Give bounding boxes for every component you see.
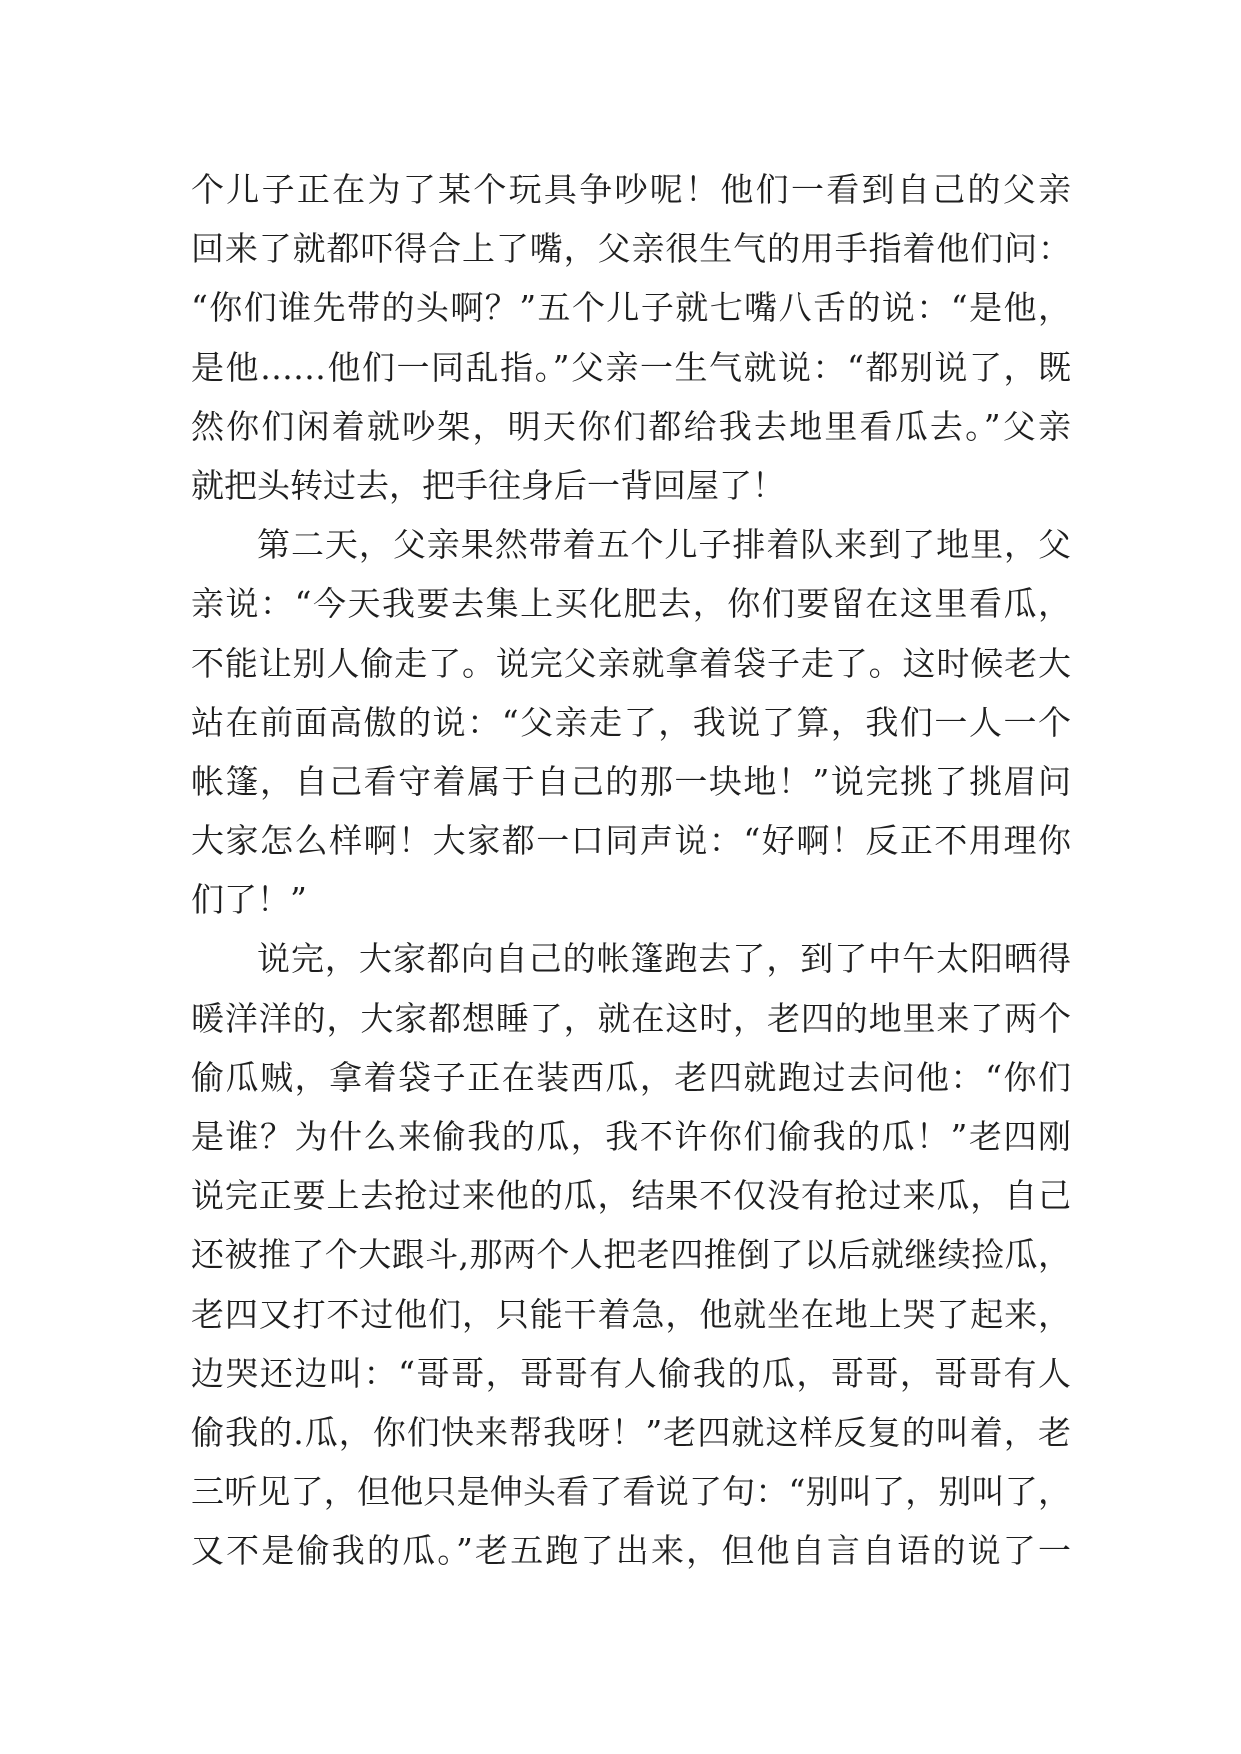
text-line: 就把头转过去，把手往身后一背回屋了！ [191,465,785,505]
text-line: 三听见了，但他只是伸头看了看说了句：“别叫了，别叫了， [191,1472,1071,1512]
text-line: 是他……他们一同乱指。”父亲一生气就说：“都别说了，既 [191,347,1071,387]
text-line: 又不是偷我的瓜。”老五跑了出来，但他自言自语的说了一 [191,1531,1071,1571]
text-line: 亲说：“今天我要去集上买化肥去，你们要留在这里看瓜， [191,584,1071,624]
text-line: 说完，大家都向自己的帐篷跑去了，到了中午太阳晒得 [257,939,1071,979]
text-line: 边哭还边叫：“哥哥，哥哥有人偷我的瓜，哥哥，哥哥有人 [191,1353,1071,1393]
text-line: 站在前面高傲的说：“父亲走了，我说了算，我们一人一个 [191,702,1071,742]
text-line: 回来了就都吓得合上了嘴，父亲很生气的用手指着他们问： [191,229,1071,269]
text-line: 偷瓜贼，拿着袋子正在装西瓜，老四就跑过去问他：“你们 [191,1057,1071,1097]
text-line: 第二天，父亲果然带着五个儿子排着队来到了地里，父 [257,525,1071,565]
text-line: 们了！” [191,880,307,920]
text-line: 暖洋洋的，大家都想睡了，就在这时，老四的地里来了两个 [191,998,1071,1038]
text-line: 老四又打不过他们，只能干着急，他就坐在地上哭了起来， [191,1294,1071,1334]
text-line: 偷我的.瓜，你们快来帮我呀！”老四就这样反复的叫着，老 [191,1412,1071,1452]
text-line: 然你们闲着就吵架，明天你们都给我去地里看瓜去。”父亲 [191,406,1071,446]
body-text [191,160,1071,1581]
text-line: 是谁？为什么来偷我的瓜，我不许你们偷我的瓜！”老四刚 [191,1117,1071,1156]
text-line: 还被推了个大跟斗,那两个人把老四推倒了以后就继续捡瓜， [191,1235,1071,1275]
text-line: “你们谁先带的头啊？”五个儿子就七嘴八舌的说：“是他， [191,288,1071,328]
text-line: 帐篷，自己看守着属于自己的那一块地！”说完挑了挑眉问 [191,761,1071,801]
text-line: 个儿子正在为了某个玩具争吵呢！他们一看到自己的父亲 [191,170,1071,209]
text-line: 大家怎么样啊！大家都一口同声说：“好啊！反正不用理你 [191,821,1071,861]
text-line: 说完正要上去抢过来他的瓜，结果不仅没有抢过来瓜，自己 [191,1176,1071,1216]
text-line: 不能让别人偷走了。说完父亲就拿着袋子走了。这时候老大 [191,643,1071,683]
